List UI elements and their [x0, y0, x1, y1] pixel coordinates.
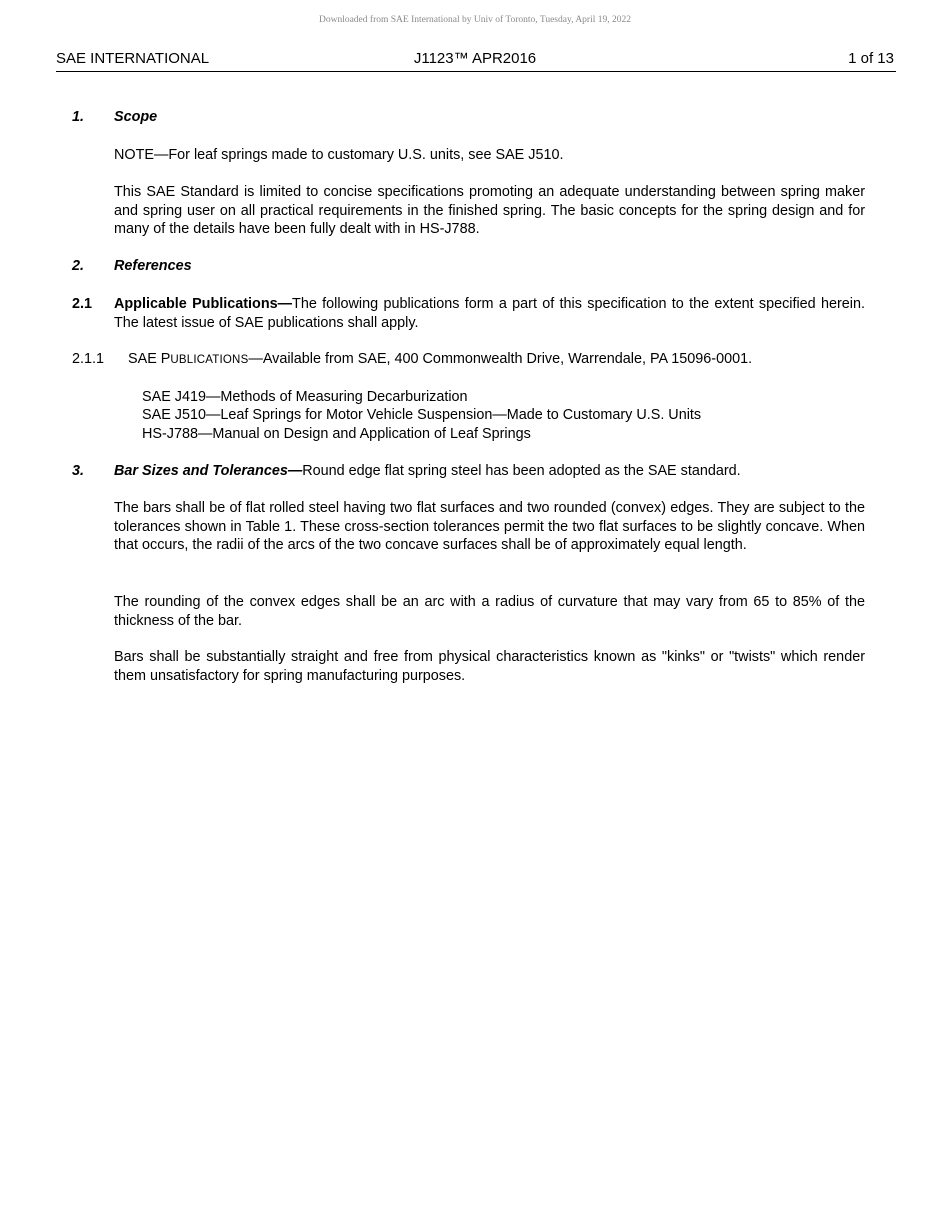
section-2-number: 2.	[72, 258, 85, 274]
section-2-1-number: 2.1	[72, 296, 93, 312]
header-divider	[56, 71, 896, 72]
section-2-1-1-number: 2.1.1	[72, 351, 105, 367]
section-1-note: NOTE—For leaf springs made to customary U.S. units, see SAE J510.	[114, 147, 564, 163]
section-3-paragraph-2: The rounding of the convex edges shall be an arc with a radius of curvature that may vary from 65 to 85% of the thickness of the bar.	[114, 594, 865, 629]
header-organization: SAE INTERNATIONAL	[56, 50, 210, 67]
reference-item: SAE J419—Methods of Measuring Decarburization	[142, 389, 468, 405]
section-2-1-title: Applicable Publications—	[114, 296, 293, 312]
section-3-paragraph-3: Bars shall be substantially straight and free from physical characteristics known as "kinks" or "twists" which render them unsatisfactory for spring manufacturing purposes.	[114, 649, 865, 684]
section-2-title: References	[114, 258, 192, 274]
section-2-1-1-title-first: SAE P	[128, 351, 171, 367]
section-2-1-paragraph	[114, 295, 865, 332]
reference-item: HS-J788—Manual on Design and Application of Leaf Springs	[142, 426, 531, 442]
section-3-heading-line	[114, 462, 865, 481]
section-3-intro: Round edge flat spring steel has been adopted as the SAE standard.	[302, 463, 741, 479]
section-3-title: Bar Sizes and Tolerances—	[114, 463, 303, 479]
header-page-number: 1 of 13	[848, 50, 894, 67]
section-2-1-text: The following publications form a part of this specification to the extent specified herein. The latest issue of SAE publications shall apply.	[114, 296, 865, 331]
section-3-paragraph-1: The bars shall be of flat rolled steel having two flat surfaces and two rounded (convex) edges. They are subject to the tolerances shown in Table 1. These cross-section tolerances permit the two flat surfaces to be slightly concave. When that occurs, the radii of the arcs of the two concave surfaces shall be of approximately equal length.	[114, 500, 865, 554]
section-1-title: Scope	[114, 109, 158, 125]
section-1-paragraph: This SAE Standard is limited to concise specifications promoting an adequate understanding between spring maker and spring user on all practical requirements in the finished spring. The basic concepts for the spring design and for many of the details have been fully dealt with in HS-J788.	[114, 184, 865, 238]
reference-item: SAE J510—Leaf Springs for Motor Vehicle Suspension—Made to Customary U.S. Units	[142, 407, 702, 423]
section-3-number: 3.	[72, 463, 85, 479]
section-2-1-1-paragraph	[128, 350, 879, 370]
section-1-number: 1.	[72, 109, 85, 125]
section-2-1-1-text: —Available from SAE, 400 Commonwealth Drive, Warrendale, PA 15096-0001.	[248, 351, 753, 367]
download-watermark: Downloaded from SAE International by Univ of Toronto, Tuesday, April 19, 2022	[318, 15, 631, 25]
section-2-1-1-title-smallcaps: UBLICATIONS	[170, 354, 249, 366]
header-document-id: J1123™ APR2016	[413, 50, 537, 67]
